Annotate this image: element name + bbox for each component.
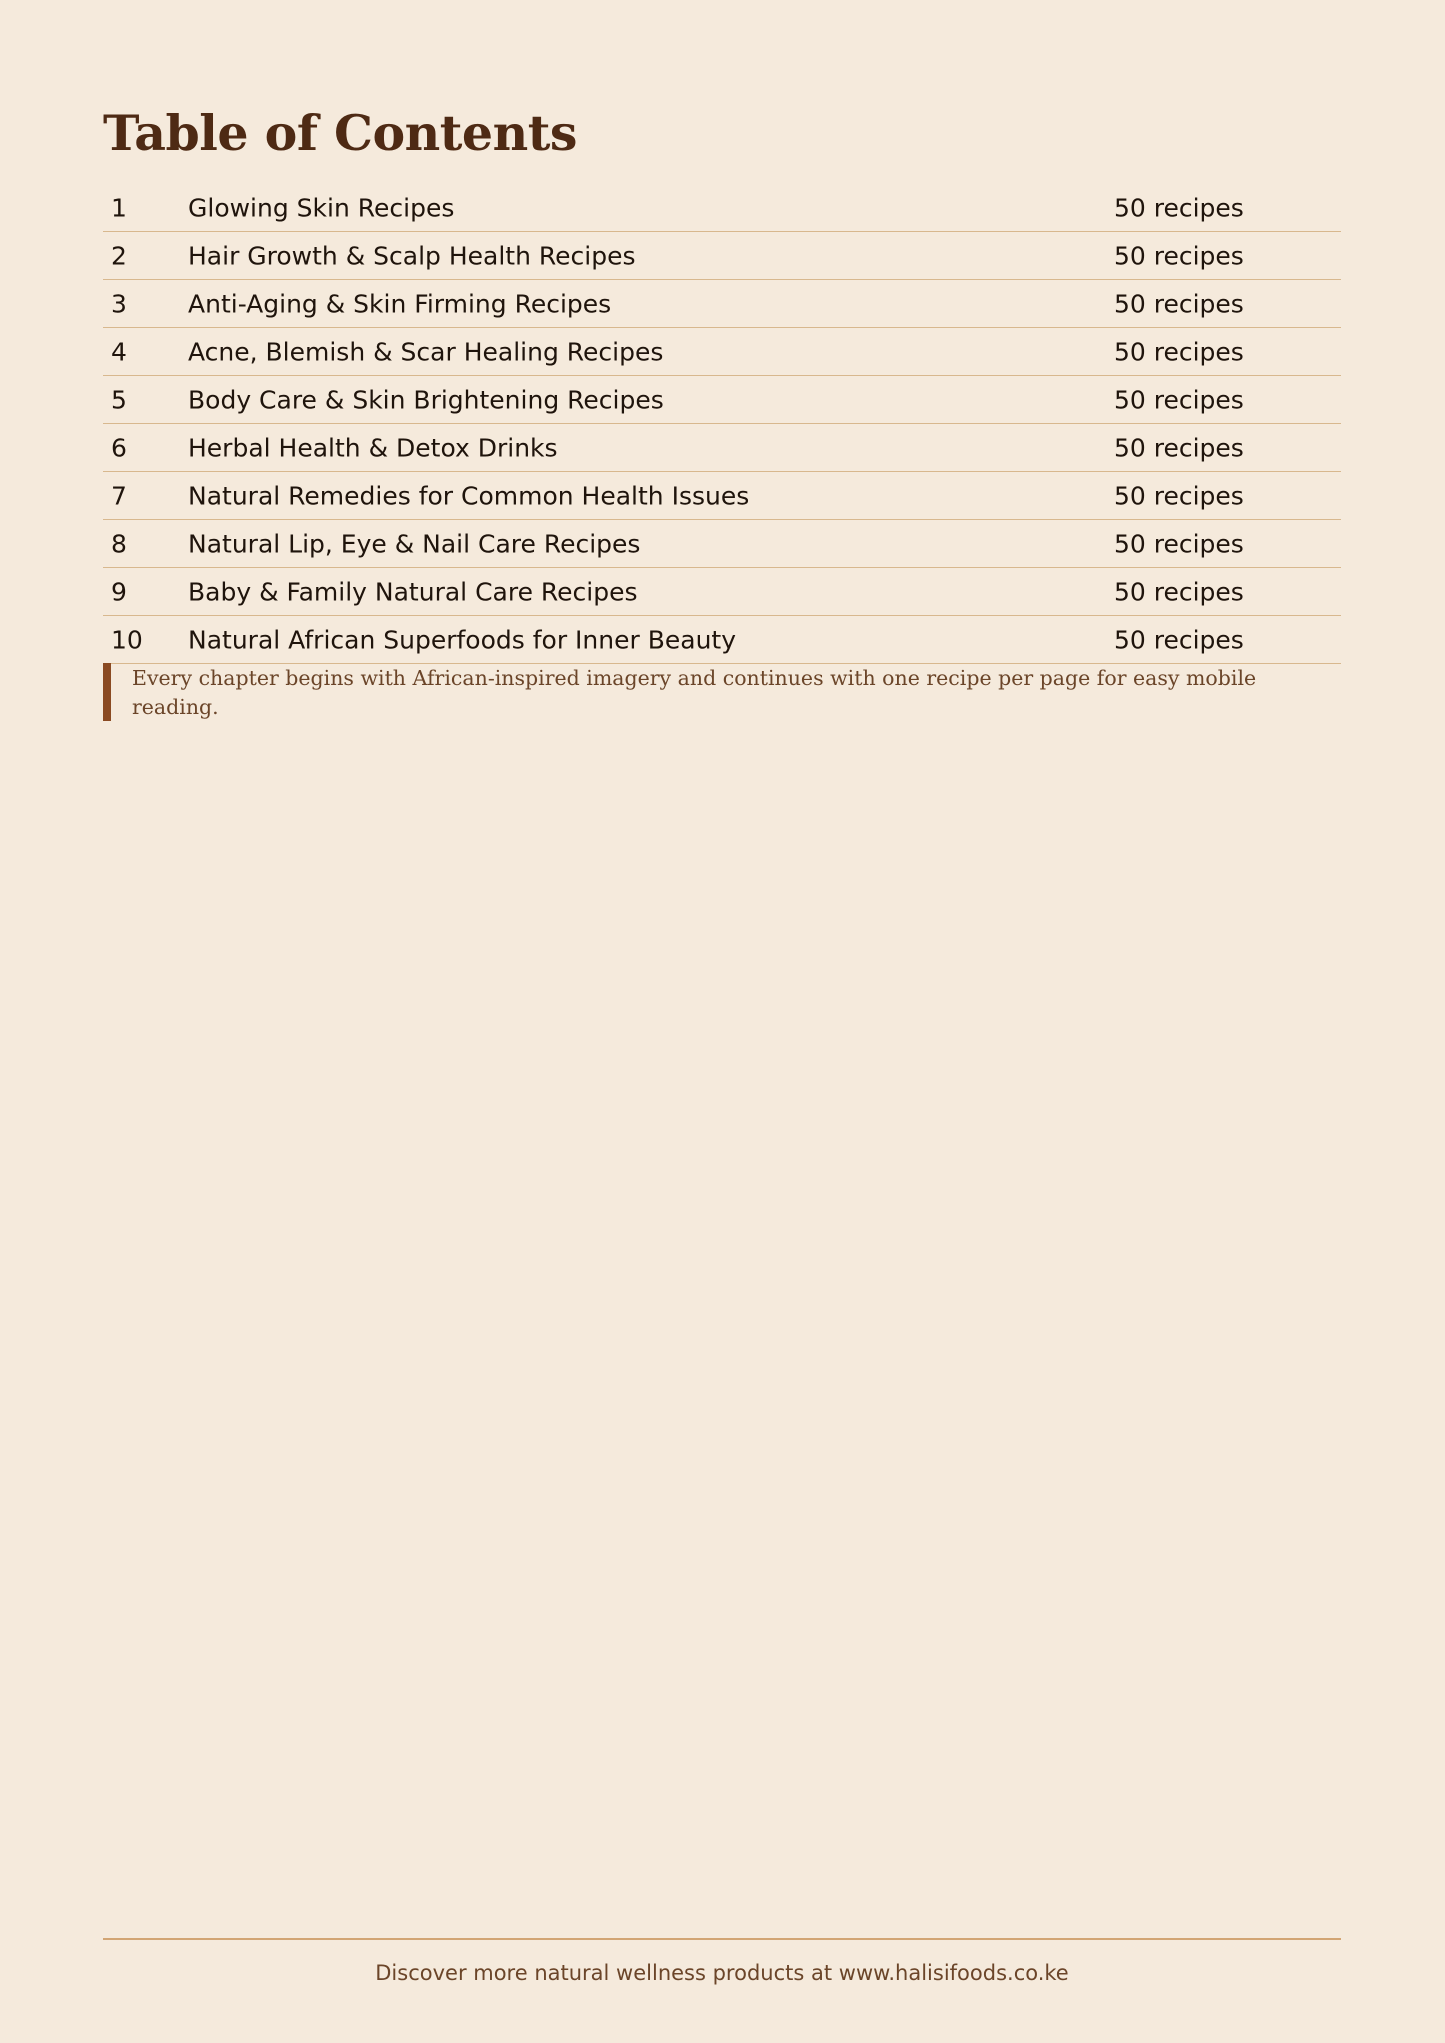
- toc-recipe-count: 50 recipes: [1114, 289, 1244, 318]
- toc-chapter-title: Herbal Health & Detox Drinks: [188, 433, 558, 462]
- chapter-note-text: Every chapter begins with African-inspired imagery and continues with one recipe per page for easy mobile reading.: [132, 666, 1257, 719]
- toc-row[interactable]: [103, 424, 1341, 472]
- footer-divider: [103, 1938, 1341, 1940]
- toc-chapter-number: 3: [111, 289, 127, 318]
- toc-recipe-count: 50 recipes: [1114, 577, 1244, 606]
- chapter-note-callout: [103, 663, 1341, 721]
- toc-recipe-count: 50 recipes: [1114, 433, 1244, 462]
- toc-recipe-count: 50 recipes: [1114, 625, 1244, 654]
- toc-chapter-title: Natural African Superfoods for Inner Beauty: [188, 625, 737, 654]
- toc-recipe-count: 50 recipes: [1114, 385, 1244, 414]
- toc-chapter-title: Glowing Skin Recipes: [188, 193, 455, 222]
- toc-row[interactable]: [103, 280, 1341, 328]
- toc-recipe-count: 50 recipes: [1114, 481, 1244, 510]
- toc-chapter-title: Natural Lip, Eye & Nail Care Recipes: [188, 529, 641, 558]
- page-title: Table of Contents: [103, 104, 577, 162]
- toc-row[interactable]: [103, 616, 1341, 664]
- toc-recipe-count: 50 recipes: [1114, 241, 1244, 270]
- toc-chapter-number: 8: [111, 529, 127, 558]
- toc-chapter-title: Body Care & Skin Brightening Recipes: [188, 385, 664, 414]
- toc-recipe-count: 50 recipes: [1114, 337, 1244, 366]
- toc-row[interactable]: [103, 184, 1341, 232]
- toc-chapter-title: Anti-Aging & Skin Firming Recipes: [188, 289, 612, 318]
- toc-row[interactable]: [103, 520, 1341, 568]
- toc-chapter-title: Acne, Blemish & Scar Healing Recipes: [188, 337, 664, 366]
- toc-chapter-title: Natural Remedies for Common Health Issues: [188, 481, 750, 510]
- toc-chapter-title: Hair Growth & Scalp Health Recipes: [188, 241, 636, 270]
- toc-chapter-number: 4: [111, 337, 127, 366]
- toc-chapter-title: Baby & Family Natural Care Recipes: [188, 577, 638, 606]
- toc-recipe-count: 50 recipes: [1114, 193, 1244, 222]
- toc-chapter-number: 9: [111, 577, 127, 606]
- toc-chapter-number: 7: [111, 481, 127, 510]
- toc-row[interactable]: [103, 328, 1341, 376]
- toc-chapter-number: 5: [111, 385, 127, 414]
- toc-row[interactable]: [103, 568, 1341, 616]
- toc-row[interactable]: [103, 232, 1341, 280]
- toc-chapter-number: 10: [111, 625, 143, 654]
- toc-chapter-number: 1: [111, 193, 127, 222]
- toc-row[interactable]: [103, 376, 1341, 424]
- toc-table: [103, 184, 1341, 664]
- toc-chapter-number: 6: [111, 433, 127, 462]
- toc-chapter-number: 2: [111, 241, 127, 270]
- toc-recipe-count: 50 recipes: [1114, 529, 1244, 558]
- footer-text: Discover more natural wellness products at www.halisifoods.co.ke: [375, 1961, 1069, 1985]
- toc-row[interactable]: [103, 472, 1341, 520]
